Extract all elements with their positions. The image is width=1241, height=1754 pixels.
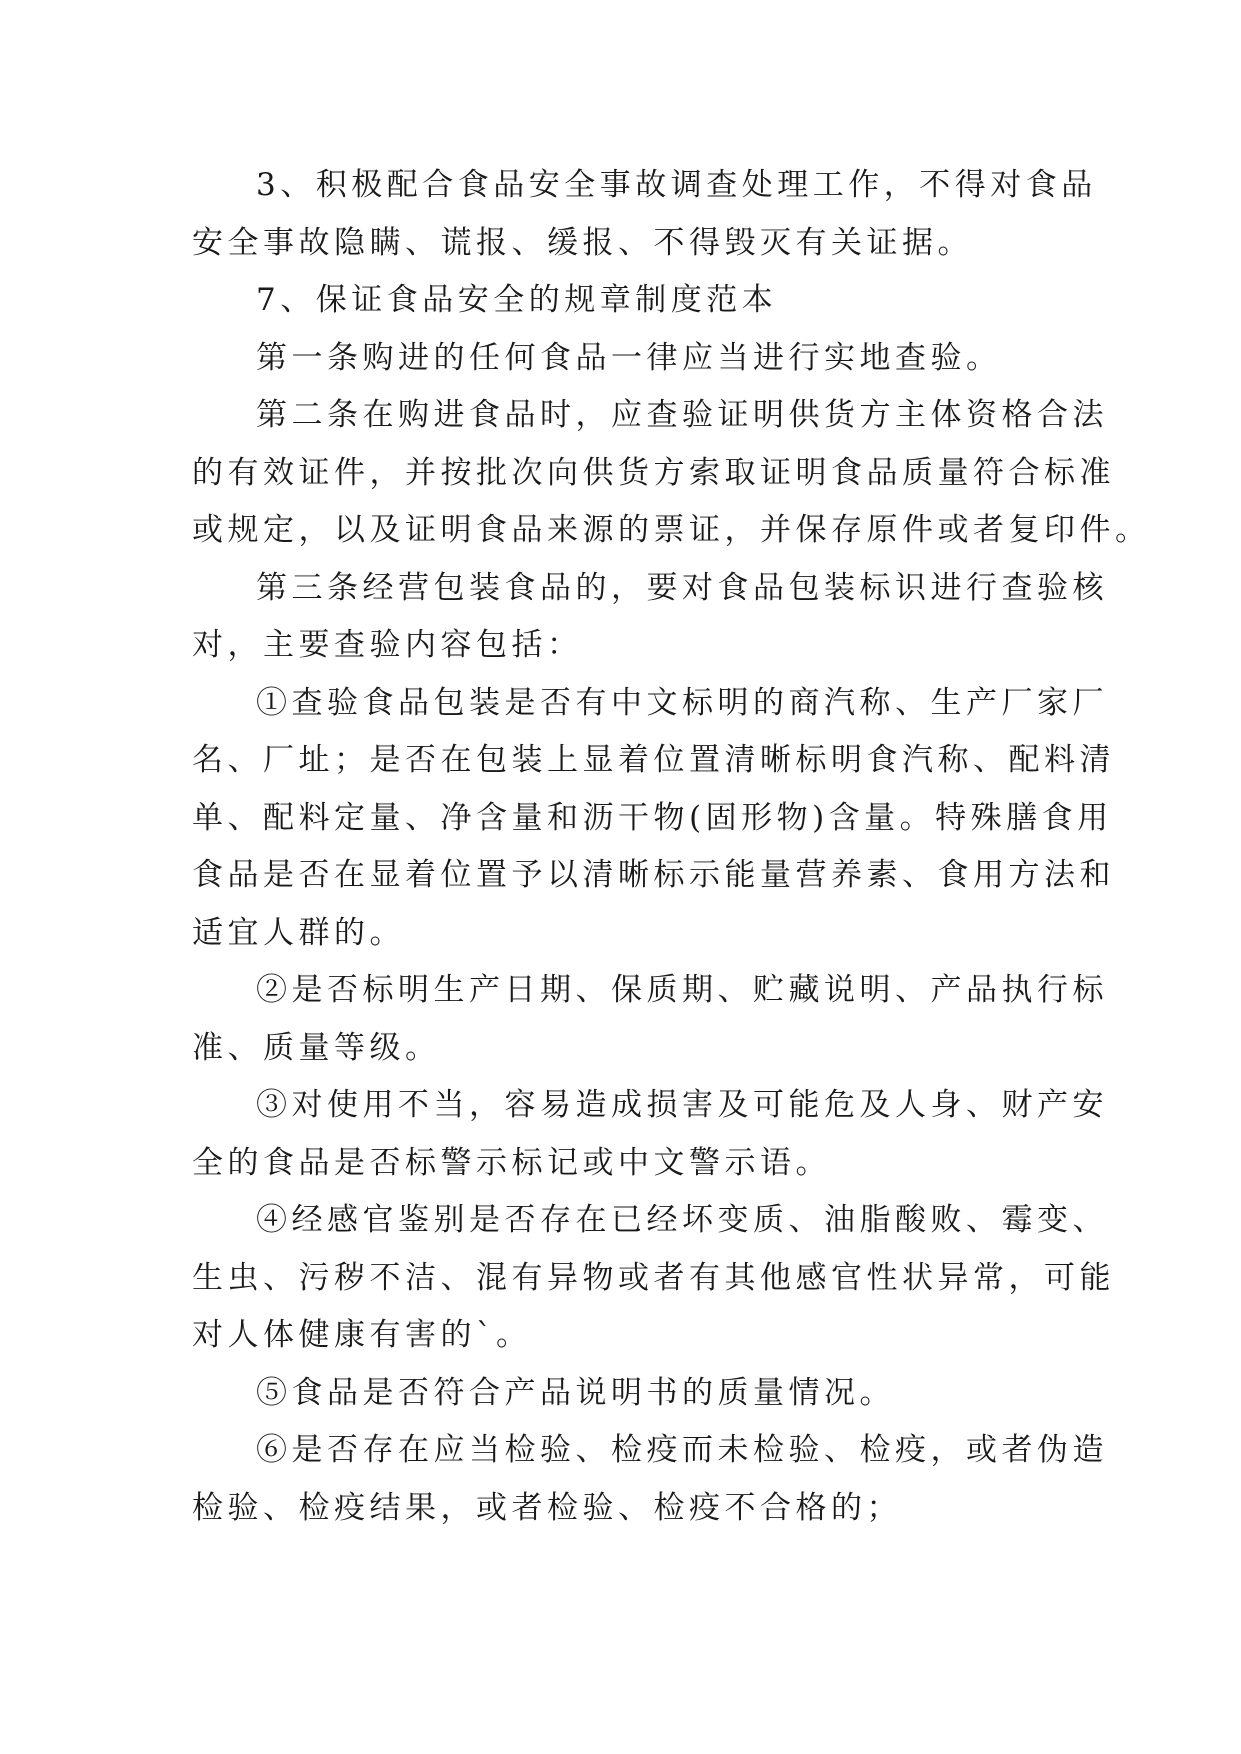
text-line: ⑤食品是否符合产品说明书的质量情况。 <box>256 1374 895 1411</box>
text-line: ②是否标明生产日期、保质期、贮藏说明、产品执行标 <box>256 972 1108 1008</box>
document-body <box>192 157 1151 1537</box>
article-3 <box>192 560 1108 675</box>
text-line: ⑥是否存在应当检验、检疫而未检验、检疫，或者伪造 <box>256 1432 1108 1468</box>
check-item-1 <box>192 675 1115 963</box>
text-line: 第一条购进的任何食品一律应当进行实地查验。 <box>256 339 1002 376</box>
article-2 <box>192 387 1151 560</box>
text-line: 单、配料定量、净含量和沥干物(固形物)含量。特殊膳食用 <box>192 799 1113 836</box>
paragraph-accident-cooperation <box>192 157 1097 272</box>
text-line: 7、保证食品安全的规章制度范本 <box>256 282 778 318</box>
text-line: ③对使用不当，容易造成损害及可能危及人身、财产安 <box>256 1087 1108 1123</box>
text-line: ①查验食品包装是否有中文标明的商汽称、生产厂家厂 <box>256 684 1108 721</box>
text-line: 对人体健康有害的`。 <box>192 1317 532 1353</box>
text-line: 全的食品是否标警示标记或中文警示语。 <box>192 1144 831 1181</box>
text-line: 的有效证件，并按批次向供货方索取证明食品质量符合标准 <box>192 454 1115 491</box>
text-line: 3、积极配合食品安全事故调查处理工作，不得对食品 <box>256 167 1097 203</box>
text-line: 名、厂址；是否在包装上显着位置清晰标明食汽称、配料清 <box>192 742 1115 778</box>
text-line: 第二条在购进食品时，应查验证明供货方主体资格合法 <box>256 397 1108 433</box>
text-line: ④经感官鉴别是否存在已经坏变质、油脂酸败、霉变、 <box>256 1202 1108 1238</box>
check-item-4 <box>192 1192 1115 1365</box>
check-item-2 <box>192 962 1108 1077</box>
article-1 <box>192 330 1062 388</box>
check-item-5 <box>192 1365 1062 1423</box>
text-line: 准、质量等级。 <box>192 1029 441 1066</box>
text-line: 食品是否在显着位置予以清晰标示能量营养素、食用方法和 <box>192 857 1115 893</box>
text-line: 适宜人群的。 <box>192 914 405 951</box>
text-line: 第三条经营包装食品的，要对食品包装标识进行查验核 <box>256 569 1108 606</box>
text-line: 生虫、污秽不洁、混有异物或者有其他感官性状异常，可能 <box>192 1259 1115 1296</box>
text-line: 对，主要查验内容包括： <box>192 627 583 663</box>
text-line: 或规定，以及证明食品来源的票证，并保存原件或者复印件。 <box>192 512 1151 548</box>
text-line: 检验、检疫结果，或者检验、检疫不合格的； <box>192 1489 902 1526</box>
check-item-6 <box>192 1422 1108 1537</box>
section-heading <box>192 272 1062 330</box>
text-line: 安全事故隐瞒、谎报、缓报、不得毁灭有关证据。 <box>192 224 973 261</box>
check-item-3 <box>192 1077 1108 1192</box>
